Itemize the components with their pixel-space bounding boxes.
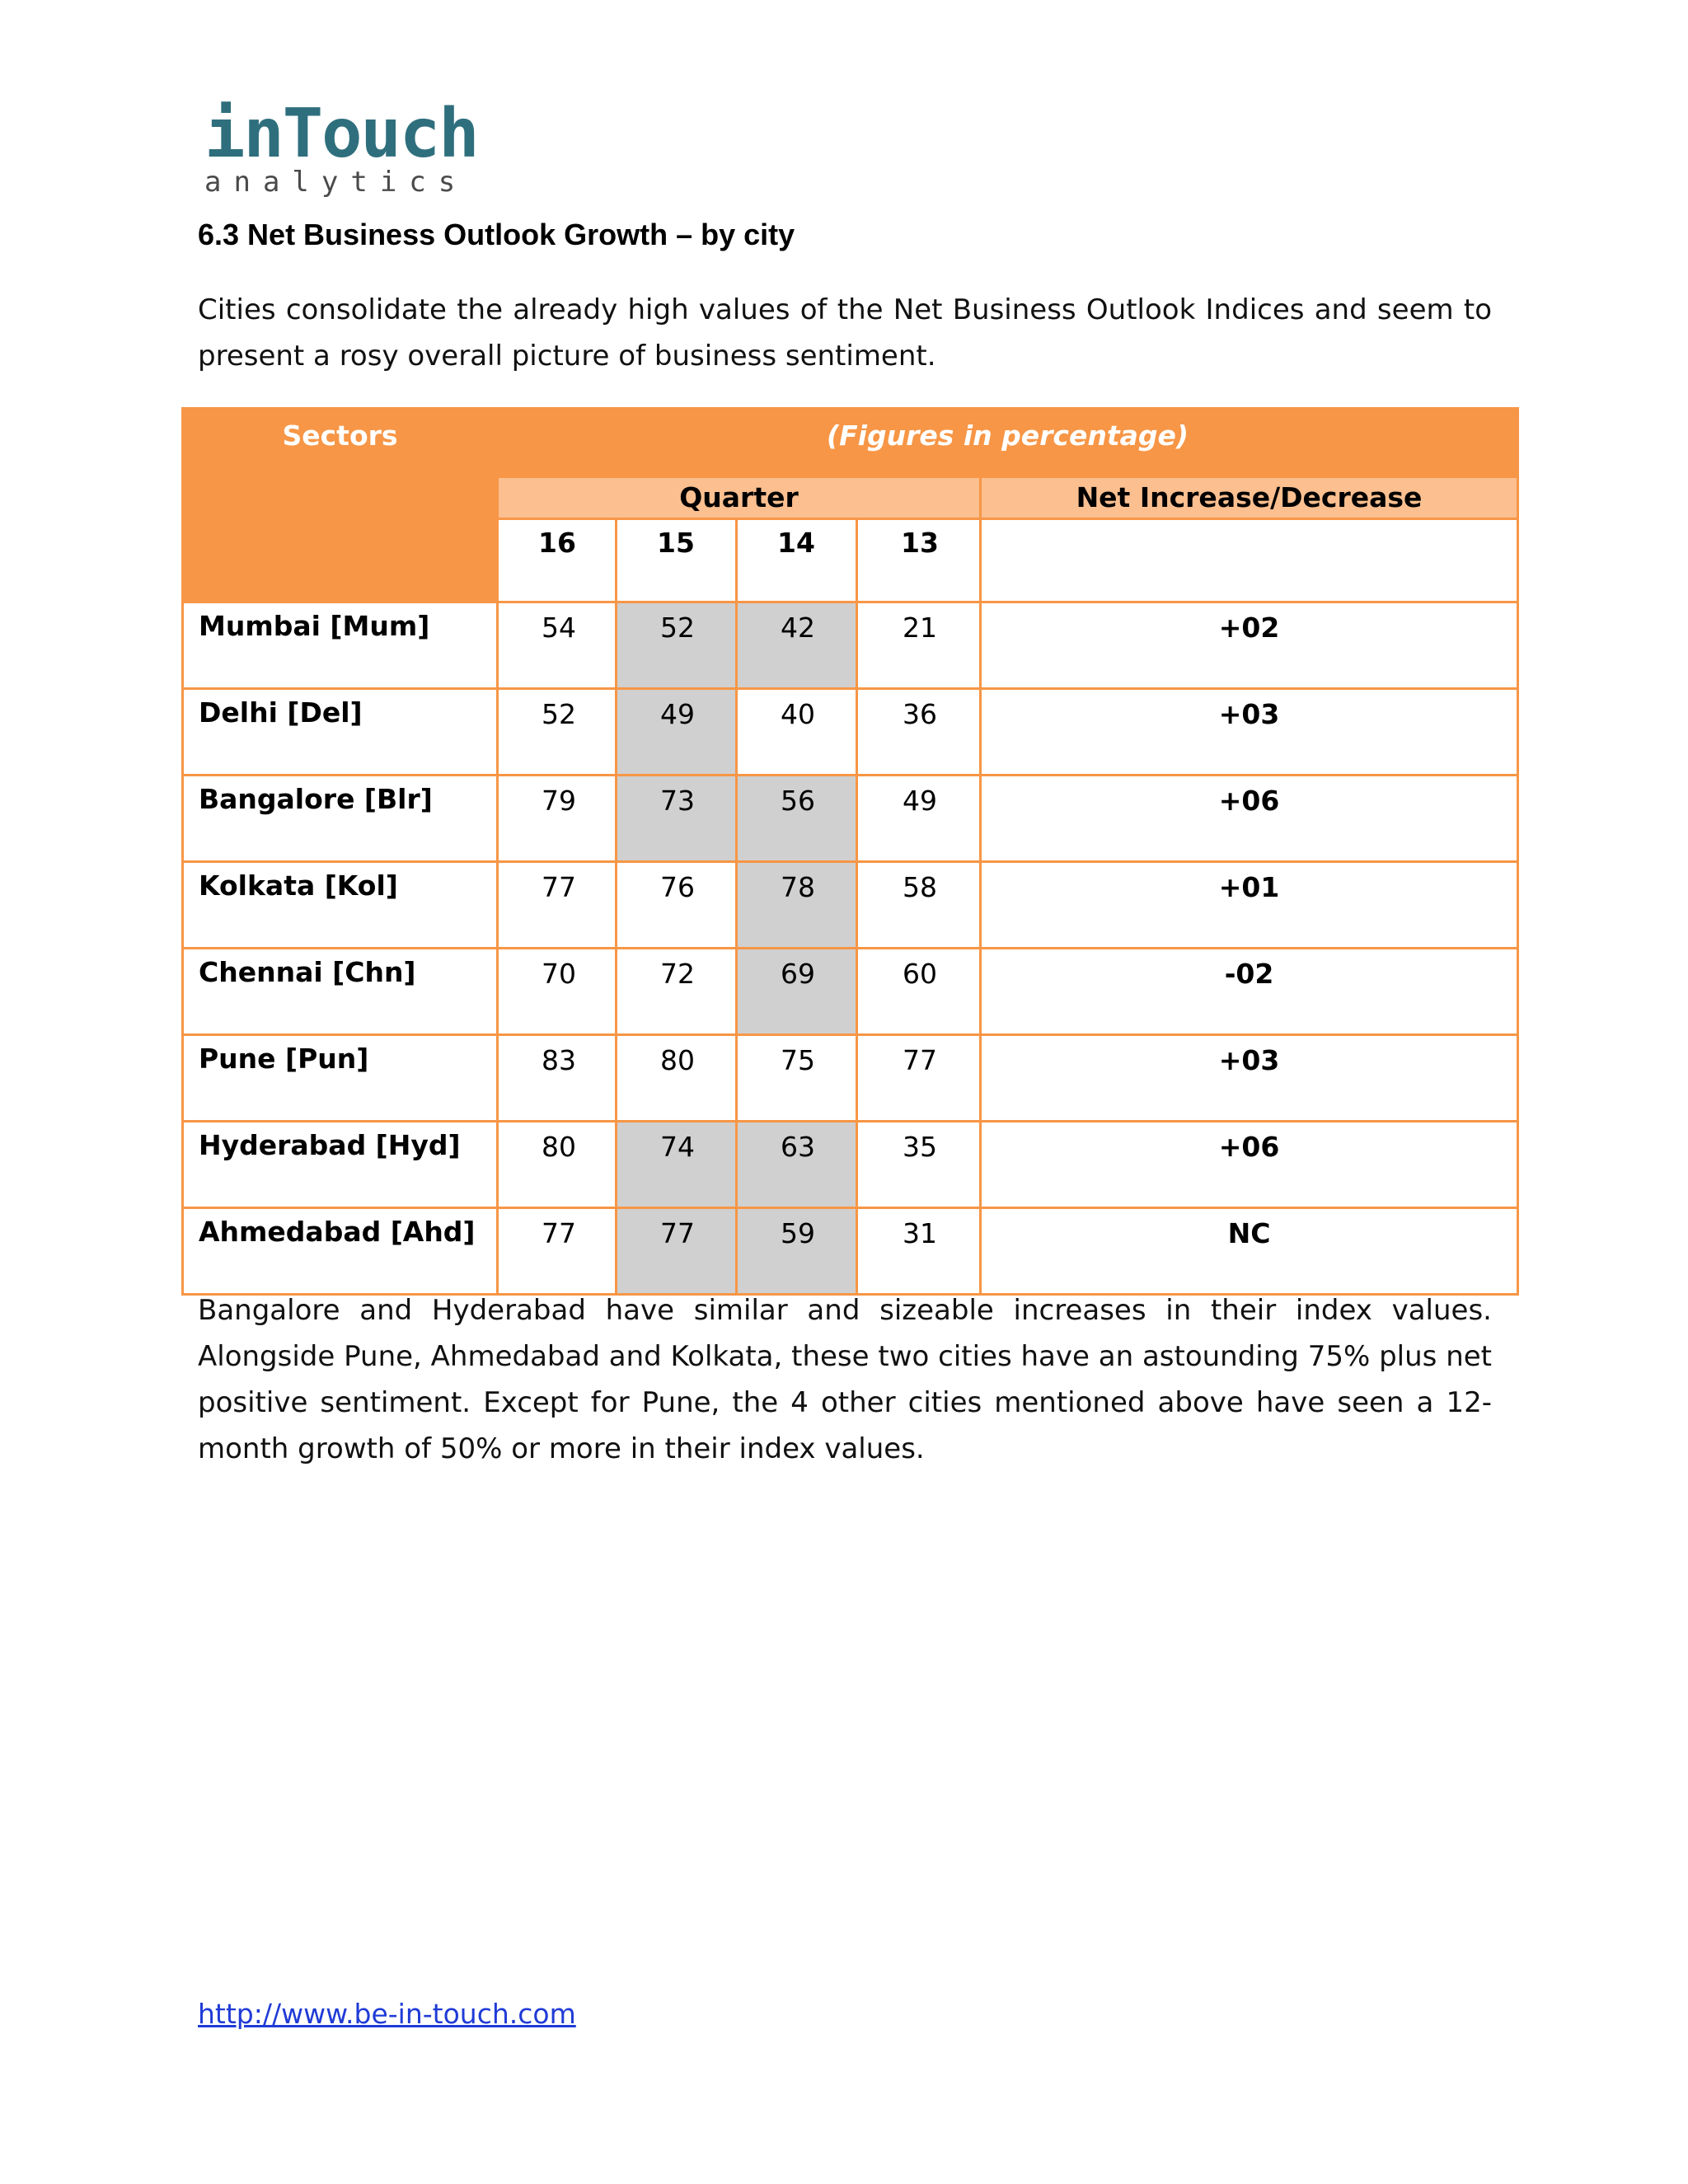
value-q16: 80 — [498, 1122, 617, 1208]
quarter-13-header: 13 — [857, 519, 981, 602]
city-name: Bangalore [Blr] — [183, 776, 498, 862]
value-q16: 79 — [498, 776, 617, 862]
value-q13: 21 — [857, 602, 981, 689]
net-change-value: +06 — [981, 1122, 1518, 1208]
net-change-value: NC — [981, 1208, 1518, 1295]
value-q13: 77 — [857, 1035, 981, 1122]
value-q13: 49 — [857, 776, 981, 862]
quarter-16-header: 16 — [498, 519, 617, 602]
value-q14: 42 — [737, 602, 857, 689]
value-q15: 72 — [617, 949, 737, 1035]
table-row-ahmedabad — [183, 1208, 1518, 1295]
net-change-value: -02 — [981, 949, 1518, 1035]
value-q13: 35 — [857, 1122, 981, 1208]
net-change-subheader-empty — [981, 519, 1518, 602]
city-name: Kolkata [Kol] — [183, 862, 498, 949]
value-q16: 77 — [498, 1208, 617, 1295]
city-name: Ahmedabad [Ahd] — [183, 1208, 498, 1295]
table-row-chennai — [183, 949, 1518, 1035]
value-q15: 73 — [617, 776, 737, 862]
logo-subtitle: analytics — [204, 166, 468, 199]
table-row-pune — [183, 1035, 1518, 1122]
value-q13: 58 — [857, 862, 981, 949]
value-q16: 77 — [498, 862, 617, 949]
city-name: Mumbai [Mum] — [183, 602, 498, 689]
figures-note: (Figures in percentage) — [498, 409, 1518, 477]
table-row-delhi — [183, 689, 1518, 776]
net-change-value: +03 — [981, 689, 1518, 776]
value-q15: 80 — [617, 1035, 737, 1122]
value-q14: 75 — [737, 1035, 857, 1122]
city-name: Hyderabad [Hyd] — [183, 1122, 498, 1208]
value-q14: 40 — [737, 689, 857, 776]
value-q14: 69 — [737, 949, 857, 1035]
value-q15: 77 — [617, 1208, 737, 1295]
value-q13: 36 — [857, 689, 981, 776]
table-row-kolkata — [183, 862, 1518, 949]
value-q16: 54 — [498, 602, 617, 689]
net-change-value: +03 — [981, 1035, 1518, 1122]
value-q16: 70 — [498, 949, 617, 1035]
net-business-outlook-table — [181, 407, 1519, 1296]
conclusion-paragraph: Bangalore and Hyderabad have similar and sizeable increases in their index values. Alongside Pune, Ahmedabad and Kolkata, these two cities have an astounding 75% plus net positive sentiment. Except for Pune, the 4 other cities mentioned above have seen a 12-month growth of 50% or more in their index values. — [198, 1294, 1492, 1465]
value-q16: 52 — [498, 689, 617, 776]
value-q14: 63 — [737, 1122, 857, 1208]
value-q13: 60 — [857, 949, 981, 1035]
intouch-analytics-logo — [204, 95, 478, 199]
net-change-value: +06 — [981, 776, 1518, 862]
intro-paragraph: Cities consolidate the already high values of the Net Business Outlook Indices and seem to present a rosy overall picture of business sentiment. — [198, 293, 1492, 373]
city-name: Chennai [Chn] — [183, 949, 498, 1035]
value-q15: 74 — [617, 1122, 737, 1208]
value-q15: 52 — [617, 602, 737, 689]
value-q14: 59 — [737, 1208, 857, 1295]
net-change-header: Net Increase/Decrease — [981, 477, 1518, 519]
sectors-header: Sectors — [183, 409, 498, 602]
value-q14: 78 — [737, 862, 857, 949]
value-q14: 56 — [737, 776, 857, 862]
quarter-header: Quarter — [498, 477, 981, 519]
city-name: Pune [Pun] — [183, 1035, 498, 1122]
quarter-14-header: 14 — [737, 519, 857, 602]
table-row-bangalore — [183, 776, 1518, 862]
net-change-value: +02 — [981, 602, 1518, 689]
value-q15: 76 — [617, 862, 737, 949]
value-q15: 49 — [617, 689, 737, 776]
value-q13: 31 — [857, 1208, 981, 1295]
quarter-15-header: 15 — [617, 519, 737, 602]
table-row-mumbai — [183, 602, 1518, 689]
section-heading: 6.3 Net Business Outlook Growth – by city — [198, 218, 795, 251]
net-change-value: +01 — [981, 862, 1518, 949]
website-link[interactable]: http://www.be-in-touch.com — [198, 1998, 576, 2030]
city-name: Delhi [Del] — [183, 689, 498, 776]
logo-wordmark: inTouch — [204, 95, 478, 173]
table-row-hyderabad — [183, 1122, 1518, 1208]
value-q16: 83 — [498, 1035, 617, 1122]
